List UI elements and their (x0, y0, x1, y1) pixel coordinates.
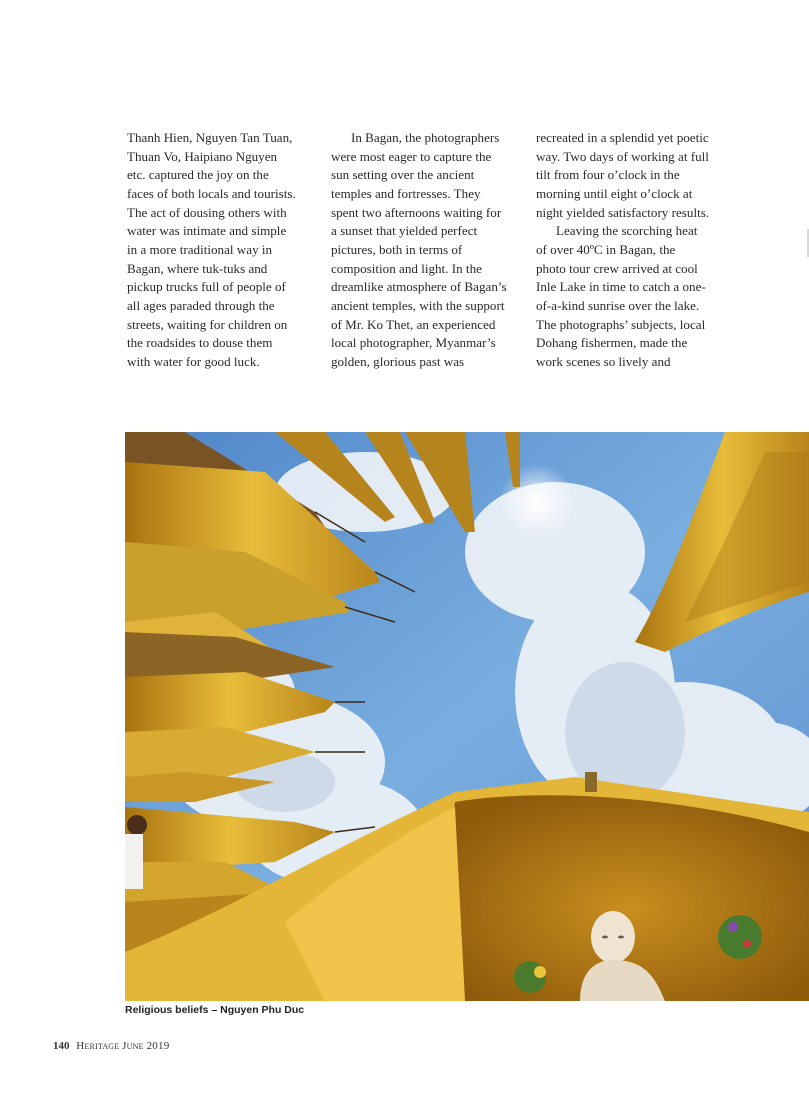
text-line: in a more traditional way in (127, 242, 273, 258)
text-line: water was intimate and simple (127, 223, 287, 239)
text-line: pickup trucks full of people of (127, 279, 286, 295)
text-line: spent two afternoons waiting for (331, 204, 502, 220)
text-line: the roadsides to douse them (127, 335, 273, 351)
text-line: a sunset that yielded perfect (331, 223, 478, 239)
text-column-1 (127, 129, 313, 372)
text-line: The photographs’ subjects, local (536, 316, 706, 332)
text-line: Leaving the scorching heat (556, 223, 698, 239)
page-footer (53, 1040, 169, 1052)
text-line: way. Two days of working at full (536, 148, 709, 164)
text-line: In Bagan, the photographers (351, 130, 500, 145)
text-line: photo tour crew arrived at cool (536, 260, 698, 276)
text-line: recreated in a splendid yet poetic (536, 130, 709, 145)
page-number: 140 (53, 1040, 70, 1052)
text-line: etc. captured the joy on the (127, 167, 269, 183)
text-line: morning until eight o’clock at (536, 186, 693, 202)
text-line: of over 40ºC in Bagan, the (536, 242, 676, 258)
text-line: The act of dousing others with (127, 204, 287, 220)
text-line: of-a-kind sunrise over the lake. (536, 298, 700, 314)
text-column-3 (536, 129, 722, 372)
text-line: pictures, both in terms of (331, 242, 463, 258)
text-line: Bagan, where tuk-tuks and (127, 260, 268, 276)
paragraph (331, 129, 517, 372)
text-column-2 (331, 129, 517, 372)
text-line: dreamlike atmosphere of Bagan’s (331, 279, 507, 295)
text-line: ancient temples, with the support (331, 298, 505, 314)
text-line: all ages paraded through the (127, 298, 275, 314)
text-line: night yielded satisfactory results. (536, 204, 710, 220)
text-line: streets, waiting for children on (127, 316, 288, 332)
text-line: tilt from four o’clock in the (536, 167, 680, 183)
photo-religious-beliefs (125, 432, 809, 1001)
text-line: Thuan Vo, Haipiano Nguyen (127, 148, 278, 164)
issue-date: June 2019 (122, 1040, 170, 1052)
paragraph (536, 222, 722, 371)
photo-illustration (125, 432, 809, 1001)
text-line: Thanh Hien, Nguyen Tan Tuan, (127, 130, 293, 145)
paragraph (536, 129, 722, 222)
text-line: local photographer, Myanmar’s (331, 335, 496, 351)
text-line: faces of both locals and tourists. (127, 186, 296, 202)
sun (499, 464, 575, 540)
text-line: golden, glorious past was (331, 354, 465, 370)
text-line: sun setting over the ancient (331, 167, 475, 183)
magazine-name: Heritage (76, 1040, 120, 1052)
text-line: composition and light. In the (331, 260, 482, 276)
text-line: Dohang fishermen, made the (536, 335, 688, 351)
text-line: with water for good luck. (127, 354, 260, 370)
paragraph (127, 129, 313, 372)
text-line: Inle Lake in time to catch a one- (536, 279, 706, 295)
text-line: temples and fortresses. They (331, 186, 481, 202)
text-line: of Mr. Ko Thet, an experienced (331, 316, 496, 332)
text-line: work scenes so lively and (536, 354, 671, 370)
text-line: were most eager to capture the (331, 148, 492, 164)
photo-caption: Religious beliefs – Nguyen Phu Duc (125, 1004, 305, 1016)
